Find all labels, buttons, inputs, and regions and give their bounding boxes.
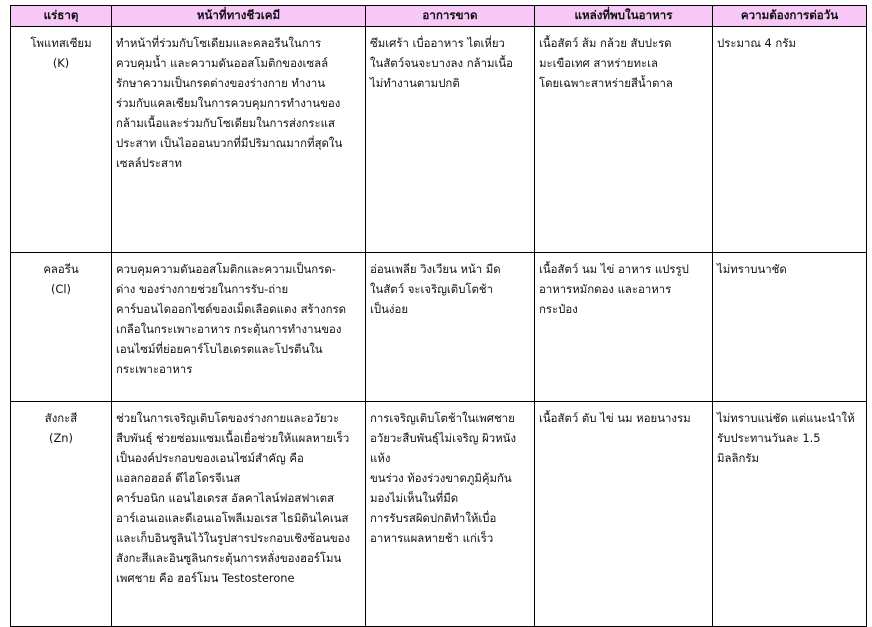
deficiency-cell <box>366 253 535 402</box>
deficiency-line: แห้ง <box>370 451 391 465</box>
deficiency-line: อาหารแผลหายช้า แก่เร็ว <box>370 531 494 545</box>
mineral-symbol: (Zn) <box>49 431 73 445</box>
function-line: ประสาท เป็นไอออนบวกที่มีปริมาณมากที่สุดใน <box>116 136 343 150</box>
mineral-name-cell <box>11 27 112 253</box>
deficiency-cell <box>366 27 535 253</box>
function-line: รักษาความเป็นกรดต่างของร่างกาย ทำงาน <box>116 76 326 90</box>
deficiency-cell <box>366 402 535 627</box>
sources-line: กระป๋อง <box>539 302 578 316</box>
table-row <box>11 253 867 402</box>
deficiency-line: อ่อนเพลีย วิงเวียน หน้า มืด <box>370 262 501 276</box>
mineral-name: คลอรีน <box>43 262 79 276</box>
function-line: เกลือในกระเพาะอาหาร กระตุ้นการทำงานของ <box>116 322 342 336</box>
mineral-name-cell <box>11 253 112 402</box>
requirement-cell <box>713 27 867 253</box>
function-line: ควบคุมน้ำ และความดันออสโมติกของเซลล์ <box>116 56 329 70</box>
sources-cell <box>535 402 713 627</box>
mineral-name: สังกะสี <box>44 411 78 425</box>
mineral-name-cell <box>11 402 112 627</box>
sources-line: เนื้อสัตว์ ตับ ไข่ นม หอยนางรม <box>539 411 691 425</box>
deficiency-line: มองไม่เห็นในที่มืด <box>370 491 459 505</box>
sources-cell <box>535 253 713 402</box>
sources-line: มะเขือเทศ สาหร่ายทะเล <box>539 56 658 70</box>
deficiency-line: อวัยวะสืบพันธุ์ไม่เจริญ ผิวหนัง <box>370 431 517 445</box>
header-mineral: แร่ธาตุ <box>11 6 112 27</box>
sources-line: เนื้อสัตว์ ส้ม กล้วย สับปะรด <box>539 36 672 50</box>
function-line: ควบคุมความดันออสโมติกและความเป็นกรด- <box>116 262 336 276</box>
deficiency-line: ในสัตว์จนจะบางลง กล้ามเนื้อ <box>370 56 514 70</box>
function-line: กระเพาะอาหาร <box>116 362 193 376</box>
sources-line: อาหารหมักดอง และอาหาร <box>539 282 672 296</box>
function-line: เซลล์ประสาท <box>116 156 182 170</box>
function-line: ด่าง ของร่างกายช่วยในการรับ-ถ่าย <box>116 282 289 296</box>
deficiency-line: ขนร่วง ท้องร่วงขาดภูมิคุ้มกัน <box>370 471 512 485</box>
function-line: คาร์บอนิก แอนไฮเดรส อัลคาไลน์ฟอสฟาเตส <box>116 491 335 505</box>
function-line: กล้ามเนื้อและร่วมกับโซเดียมในการส่งกระแส <box>116 116 335 130</box>
function-cell <box>112 27 366 253</box>
function-line: เพศชาย คือ ฮอร์โมน Testosterone <box>116 571 295 585</box>
table-row <box>11 27 867 253</box>
requirement-line: ไม่ทราบแน่ชัด แต่แนะนำให้ <box>717 411 855 425</box>
function-cell <box>112 253 366 402</box>
header-requirement: ความต้องการต่อวัน <box>713 6 867 27</box>
header-function: หน้าที่ทางชีวเคมี <box>112 6 366 27</box>
function-line: คาร์บอนไดออกไซด์ของเม็ดเลือดแดง สร้างกรด <box>116 302 347 316</box>
function-line: สังกะสีและอินซูลินกระตุ้นการหลั่งของฮอร์โมน <box>116 551 342 565</box>
header-sources: แหล่งที่พบในอาหาร <box>535 6 713 27</box>
requirement-line: ไม่ทราบนาชัด <box>717 262 787 276</box>
mineral-symbol: (Cl) <box>50 282 71 296</box>
requirement-cell <box>713 253 867 402</box>
function-cell <box>112 402 366 627</box>
deficiency-line: ซึมเศร้า เบื่ออาหาร ไตเหี่ยว <box>370 36 505 50</box>
mineral-symbol: (K) <box>52 56 70 70</box>
sources-cell <box>535 27 713 253</box>
function-line: ทำหน้าที่ร่วมกับโซเดียมและคลอรีนในการ <box>116 36 322 50</box>
deficiency-line: ไม่ทำงานตามปกติ <box>370 76 460 90</box>
header-deficiency: อาการขาด <box>366 6 535 27</box>
function-line: เป็นองค์ประกอบของเอนไซม์สำคัญ คือ <box>116 451 304 465</box>
sources-line: โดยเฉพาะสาหร่ายสีน้ำตาล <box>539 76 673 90</box>
function-line: สืบพันธุ์ ช่วยซ่อมแซมเนื้อเยื่อช่วยให้แผลหายเร็ว <box>116 431 350 445</box>
function-line: ร่วมกับแคลเซียมในการควบคุมการทำงานของ <box>116 96 341 110</box>
deficiency-line: ในสัตว์ จะเจริญเติบโตช้า <box>370 282 494 296</box>
deficiency-line: เป็นง่อย <box>370 302 408 316</box>
requirement-line: รับประทานวันละ 1.5 <box>717 431 821 445</box>
function-line: แอลกอฮอล์ ดีไฮโดรจีเนส <box>116 471 241 485</box>
sources-line: เนื้อสัตว์ นม ไข่ อาหาร แปรรูป <box>539 262 689 276</box>
mineral-table <box>10 5 867 627</box>
requirement-cell <box>713 402 867 627</box>
table-row <box>11 402 867 627</box>
function-line: และเก็บอินซูลินไว้ในรูปสารประกอบเชิงซ้อนของ <box>116 531 351 545</box>
requirement-line: มิลลิกรัม <box>717 451 759 465</box>
function-line: เอนไซม์ที่ย่อยคาร์โบไฮเดรตและโปรตีนใน <box>116 342 323 356</box>
header-row <box>11 6 867 27</box>
function-line: อาร์เอนเอและดีเอนเอโพลีเมอเรส ไธมิดินไคเนส <box>116 511 349 525</box>
function-line: ช่วยในการเจริญเติบโตของร่างกายและอวัยวะ <box>116 411 340 425</box>
deficiency-line: การเจริญเติบโตช้าในเพศชาย <box>370 411 515 425</box>
requirement-line: ประมาณ 4 กรัม <box>717 36 796 50</box>
mineral-name: โพแทสเซียม <box>30 36 92 50</box>
deficiency-line: การรับรสผิดปกติทำให้เบื่อ <box>370 511 497 525</box>
